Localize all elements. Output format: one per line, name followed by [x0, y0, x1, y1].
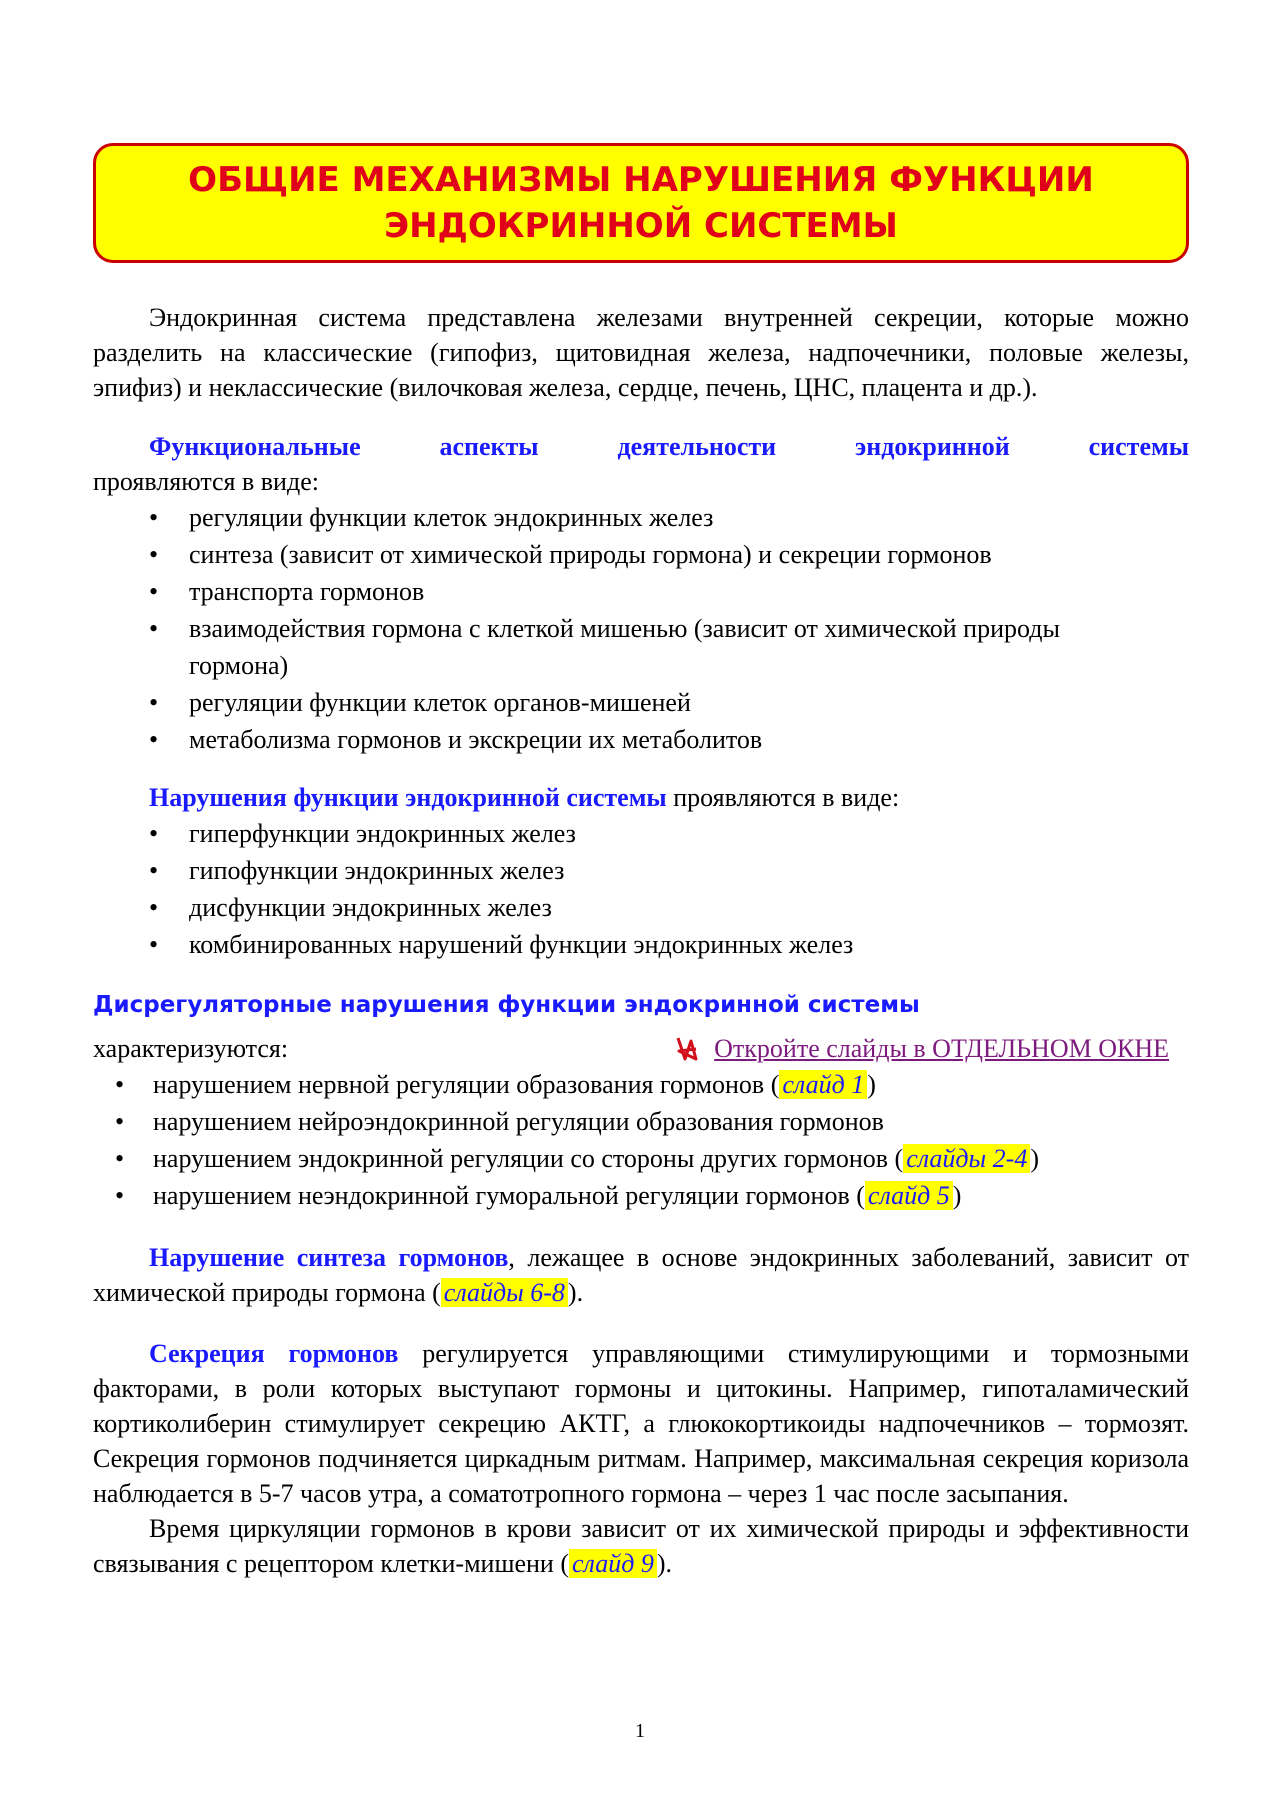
list-item: • дисфункции эндокринных желез [93, 889, 1189, 926]
item-text: нарушением нервной регуляции образования гормонов ( [153, 1070, 780, 1099]
title-line-1: ОБЩИЕ МЕХАНИЗМЫ НАРУШЕНИЯ ФУНКЦИИ [188, 160, 1094, 200]
slide-tag: слайды 2-4 [903, 1144, 1030, 1173]
functional-heading [93, 429, 1189, 464]
item-close: ) [1030, 1144, 1039, 1173]
list-item [93, 1177, 1189, 1214]
synthesis-end: ). [567, 1278, 584, 1307]
synthesis-paragraph [93, 1240, 1189, 1310]
secretion-heading: Секреция гормонов [149, 1339, 399, 1368]
list-item: • взаимодействия гормона с клеткой мишенью (зависит от химической природы гормона) [93, 610, 1089, 684]
list-item: • нарушением нейроэндокринной регуляции образования гормонов [93, 1103, 1189, 1140]
disorders-heading: Нарушения функции эндокринной системы [149, 783, 667, 812]
secretion-text: регулируется управляющими стимулирующими и тормозными факторами, в роли которых выступают гормоны и цитокины. Например, гипоталамический кортиколиберин стимулирует секрецию АКТГ, а глюкокортикоиды надпочечников – тормозят. Секреция гормонов подчиняется циркадным ритмам. Например, максимальная секреция коризола наблюдается в 5-7 часов утра, а соматотропного гормона – через 1 час после засыпания. [93, 1339, 1189, 1508]
list-item: • гипофункции эндокринных желез [93, 852, 1189, 889]
functional-list [93, 499, 1189, 758]
item-text: нарушением эндокринной регуляции со стороны других гормонов ( [153, 1144, 904, 1173]
item-close: ) [952, 1181, 962, 1210]
open-slides-link[interactable] [674, 1031, 1169, 1066]
slide-tag: слайд 1 [779, 1070, 867, 1099]
secretion-paragraph [93, 1336, 1189, 1511]
page-number: 1 [635, 1720, 645, 1742]
list-item: • синтеза (зависит от химической природы гормона) и секреции гормонов [93, 536, 1189, 573]
pdf-icon [674, 1035, 700, 1063]
title-line-2: ЭНДОКРИННОЙ СИСТЕМЫ [384, 206, 898, 246]
functional-lead: проявляются в виде: [93, 467, 319, 496]
dysregulatory-lead-row [93, 1031, 1189, 1066]
list-item: • гиперфункции эндокринных желез [93, 815, 1189, 852]
functional-section [93, 429, 1189, 758]
main-content [93, 300, 1189, 1581]
disorders-section [93, 780, 1189, 963]
intro-paragraph: Эндокринная система представлена железами внутренней секреции, которые можно разделить на классические (гипофиз, щитовидная железа, надпочечники, половые железы, эпифиз) и неклассические (вилочковая железа, сердце, печень, ЦНС, плацента и др.). [93, 303, 1189, 402]
disorders-lead: проявляются в виде: [666, 783, 900, 812]
dysregulatory-list [93, 1066, 1189, 1214]
disorders-heading-line [93, 780, 1189, 815]
item-close: ) [867, 1070, 876, 1099]
functional-heading-text: Функциональные аспекты деятельности эндокринной системы [149, 432, 1189, 461]
list-item: • регуляции функции клеток органов-мишеней [93, 684, 1189, 721]
list-item: • метаболизма гормонов и экскреции их метаболитов [93, 721, 1189, 758]
synthesis-heading: Нарушение синтеза гормонов [149, 1243, 509, 1272]
list-item [93, 1140, 1189, 1177]
list-item: • комбинированных нарушений функции эндокринных желез [93, 926, 1189, 963]
slide-tag: слайд 5 [865, 1181, 953, 1210]
circulation-end: ). [656, 1549, 673, 1578]
item-text: нарушением неэндокринной гуморальной регуляции гормонов ( [153, 1181, 865, 1210]
synthesis-text: , лежащее в основе эндокринных заболеваний, зависит от химической природы гормона ( [93, 1243, 1189, 1307]
circulation-text: Время циркуляции гормонов в крови зависит от их химической природы и эффективности связывания с рецептором клетки-мишени ( [93, 1514, 1189, 1578]
slide-tag: слайд 9 [569, 1549, 657, 1578]
title-banner [93, 143, 1189, 263]
disorders-list [93, 815, 1189, 963]
circulation-paragraph [93, 1511, 1189, 1581]
dysregulatory-heading: Дисрегуляторные нарушения функции эндокринной системы [93, 992, 920, 1018]
dysregulatory-lead: характеризуются: [93, 1034, 289, 1063]
list-item [93, 1066, 1189, 1103]
list-item: • транспорта гормонов [93, 573, 1189, 610]
list-item: • регуляции функции клеток эндокринных желез [93, 499, 1189, 536]
slide-tag: слайды 6-8 [441, 1278, 568, 1307]
open-slides-link-text[interactable]: Откройте слайды в ОТДЕЛЬНОМ ОКНЕ [714, 1034, 1169, 1063]
